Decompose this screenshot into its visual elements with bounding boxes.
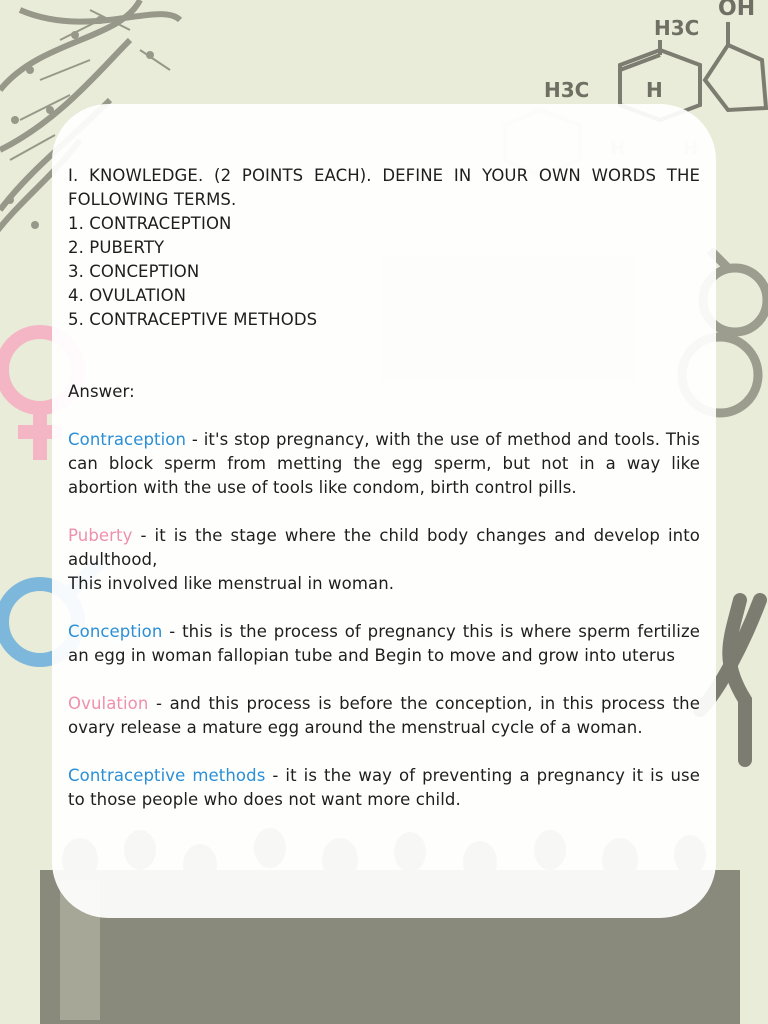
answer-puberty [68, 524, 700, 572]
question-item: 1. CONTRACEPTION [68, 214, 232, 233]
question-item: 5. CONTRACEPTIVE METHODS [68, 310, 318, 329]
question-heading: I. KNOWLEDGE. (2 POINTS EACH). DEFINE IN YOUR OWN WORDS THE FOLLOWING TERMS. [68, 166, 700, 209]
term-conception: Conception [68, 622, 163, 641]
definition-conception: - this is the process of pregnancy this is where sperm fertilize an egg in woman fallopian tube and Begin to move and grow into uterus [68, 622, 700, 665]
term-puberty: Puberty [68, 526, 133, 545]
definition-ovulation: - and this process is before the conception, in this process the ovary release a mature egg around the menstrual cycle of a woman. [68, 694, 700, 737]
term-contraception: Contraception [68, 430, 187, 449]
answer-label: Answer: [68, 382, 135, 401]
definition-puberty: - it is the stage where the child body changes and develop into adulthood, [68, 526, 700, 569]
document-body [68, 164, 700, 812]
answer-contraceptive-methods [68, 764, 700, 812]
answer-ovulation [68, 692, 700, 740]
question-item: 3. CONCEPTION [68, 262, 200, 281]
chem-h3c-left-label: H3C [544, 78, 590, 102]
chem-h3c-top-label: H3C [654, 16, 700, 40]
definition-puberty-line2: This involved like menstrual in woman. [68, 574, 395, 593]
chem-h-mid-label: H [646, 78, 663, 102]
question-item: 4. OVULATION [68, 286, 187, 305]
term-ovulation: Ovulation [68, 694, 149, 713]
definition-contraceptive-methods: - it is the way of preventing a pregnancy it is use to those people who does not want more child. [68, 766, 700, 809]
term-contraceptive-methods: Contraceptive methods [68, 766, 266, 785]
answer-contraception [68, 428, 700, 500]
chem-oh-label: OH [718, 0, 756, 21]
definition-contraception: - it's stop pregnancy, with the use of method and tools. This can block sperm from metting the egg sperm, but not in a way like abortion with the use of tools like condom, birth control pills. [68, 430, 700, 497]
answer-conception [68, 620, 700, 668]
question-item: 2. PUBERTY [68, 238, 165, 257]
